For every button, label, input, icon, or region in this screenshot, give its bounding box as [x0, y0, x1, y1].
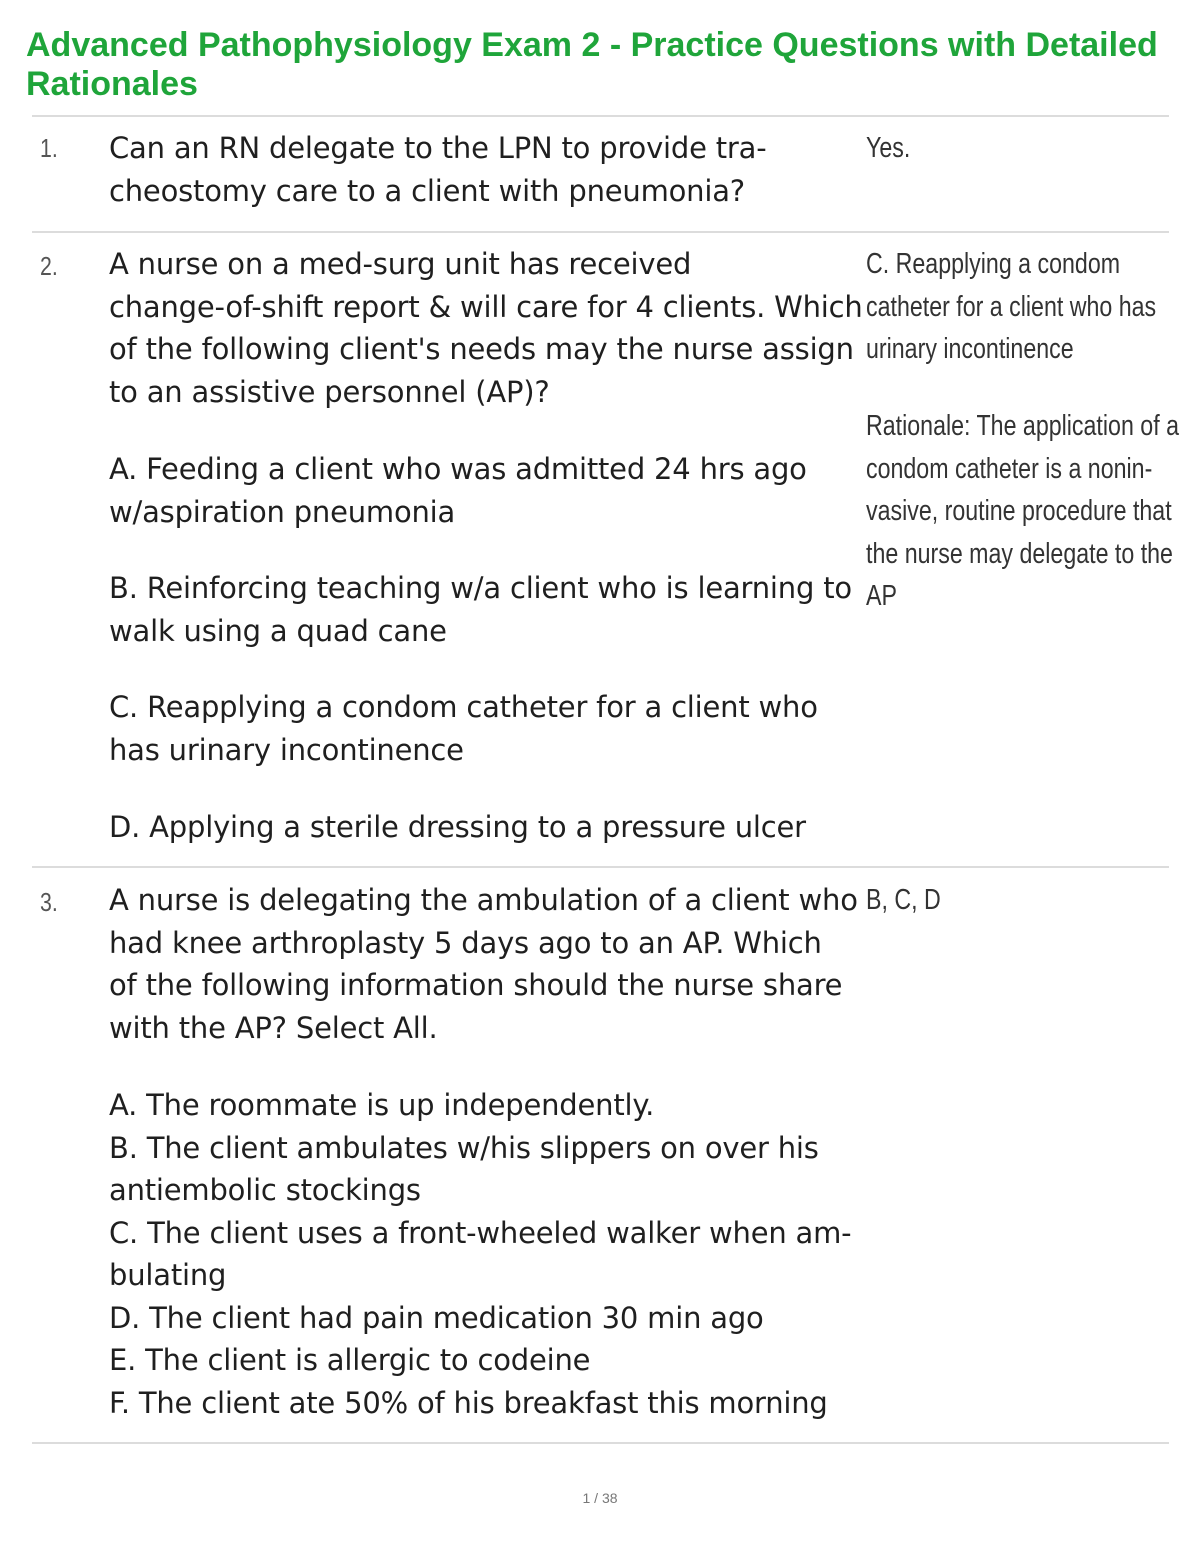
question-2-answer-line-2: catheter for a client who has [866, 290, 1157, 323]
question-1-answer [866, 127, 910, 170]
question-3-number: 3. [40, 887, 58, 917]
question-2-line-1: A nurse on a med-surg unit has received [109, 247, 692, 281]
question-2-rationale [866, 405, 1179, 618]
question-2-option-b-line-2: walk using a quad cane [109, 613, 447, 648]
question-2-option-c-line-2: has urinary incontinence [109, 732, 464, 767]
document-title-line-1: Advanced Pathophysiology Exam 2 - Practice Questions with Detailed [26, 26, 1158, 64]
question-3-option-line-5: bulating [109, 1258, 227, 1292]
question-2-line-2: change-of-shift report & will care for 4 clients. Which [109, 289, 863, 324]
question-3-answer-line-1: B, C, D [866, 884, 941, 916]
question-2-option-a-line-2: w/aspiration pneumonia [109, 494, 456, 529]
question-2-option-a-line-1: A. Feeding a client who was admitted 24 hrs ago [109, 452, 807, 486]
question-3-option-line-2: B. The client ambulates w/his slippers on over his [109, 1130, 819, 1165]
question-2-rationale-line-3: vasive, routine procedure that [866, 495, 1172, 527]
question-1-number: 1. [40, 133, 58, 163]
question-1-divider [32, 231, 1169, 233]
question-3-option-line-8: F. The client ate 50% of his breakfast this morning [109, 1385, 828, 1420]
question-2-answer [866, 243, 1156, 371]
question-2-line-3: of the following client's needs may the nurse assign [109, 332, 854, 366]
question-3-line-3: of the following information should the nurse share [109, 968, 843, 1002]
question-3-options [109, 1084, 869, 1424]
question-3-text [109, 879, 869, 1049]
question-2-text [109, 243, 869, 413]
question-2-answer-line-1: C. Reapplying a condom [866, 248, 1121, 280]
question-2-option-c [109, 686, 869, 771]
question-2-rationale-line-5: AP [866, 580, 897, 612]
question-2-rationale-line-4: the nurse may delegate to the [866, 537, 1173, 570]
question-2-option-d-line-1: D. Applying a sterile dressing to a pressure ulcer [109, 810, 806, 844]
question-3-line-4: with the AP? Select All. [109, 1010, 438, 1045]
question-3-answer [866, 879, 941, 922]
question-3-line-2: had knee arthroplasty 5 days ago to an AP. Which [109, 925, 822, 960]
document-title [26, 26, 1196, 104]
title-divider [32, 115, 1169, 117]
question-3-option-line-6: D. The client had pain medication 30 min ago [109, 1300, 764, 1335]
question-2-option-a [109, 448, 869, 533]
question-2-rationale-line-1: Rationale: The application of a [866, 410, 1179, 442]
question-2-option-b-line-1: B. Reinforcing teaching w/a client who is learning to [109, 571, 852, 605]
question-2-option-b [109, 567, 869, 652]
question-3-line-1: A nurse is delegating the ambulation of a client who [109, 883, 858, 917]
question-2-rationale-line-2: condom catheter is a nonin- [866, 452, 1153, 485]
page-indicator: 1 / 38 [582, 1490, 618, 1506]
question-2-option-d [109, 806, 869, 849]
question-1-answer-line-1: Yes. [866, 132, 911, 164]
question-2-answer-line-3: urinary incontinence [866, 333, 1074, 365]
question-1-text [109, 127, 869, 212]
question-2-number: 2. [40, 251, 58, 281]
question-3-option-line-3: antiembolic stockings [109, 1173, 421, 1207]
question-1-line-1: Can an RN delegate to the LPN to provide tra- [109, 131, 767, 165]
question-2-option-c-line-1: C. Reapplying a condom catheter for a client who [109, 690, 818, 724]
question-1-line-2: cheostomy care to a client with pneumonia? [109, 173, 745, 208]
question-3-option-line-4: C. The client uses a front-wheeled walker when am- [109, 1215, 852, 1250]
question-2-divider [32, 866, 1169, 868]
document-title-line-2: Rationales [26, 65, 198, 103]
question-3-divider [32, 1442, 1169, 1444]
question-2-line-4: to an assistive personnel (AP)? [109, 374, 550, 409]
question-3-option-line-1: A. The roommate is up independently. [109, 1088, 655, 1122]
question-3-option-line-7: E. The client is allergic to codeine [109, 1343, 591, 1377]
